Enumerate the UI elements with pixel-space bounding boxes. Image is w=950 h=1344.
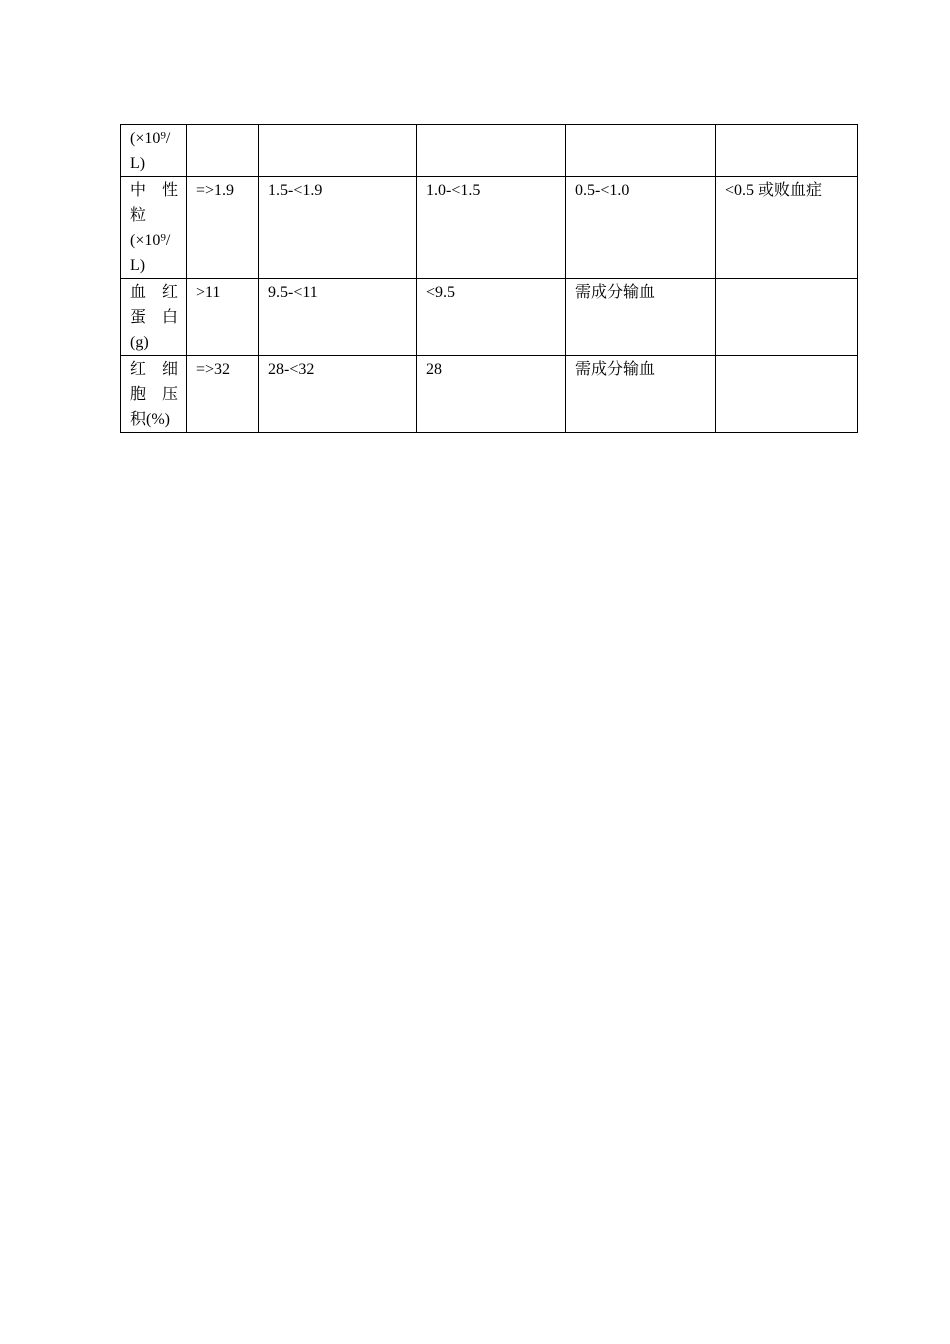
row-label-line: 血 红 — [130, 284, 179, 301]
row-label-cell — [121, 177, 187, 279]
table-cell: 28-<32 — [259, 356, 417, 433]
table-cell: 9.5-<11 — [259, 279, 417, 356]
table-row — [121, 177, 858, 279]
table-cell — [716, 356, 858, 433]
table-cell: >11 — [187, 279, 259, 356]
table-cell: 1.0-<1.5 — [417, 177, 566, 279]
table-row — [121, 356, 858, 433]
row-label-line: 胞 压 — [130, 386, 179, 403]
table-cell — [716, 125, 858, 177]
table-cell: =>32 — [187, 356, 259, 433]
table-row — [121, 125, 858, 177]
table-cell: 0.5-<1.0 — [566, 177, 716, 279]
row-label-line: (×10⁹/ — [130, 130, 171, 147]
table-cell: 28 — [417, 356, 566, 433]
table-cell — [259, 125, 417, 177]
table-row — [121, 279, 858, 356]
row-label-line: 积(%) — [130, 411, 170, 428]
table-cell — [716, 279, 858, 356]
table-cell: 需成分输血 — [566, 356, 716, 433]
table-cell — [417, 125, 566, 177]
row-label-line: 中 性 — [130, 182, 179, 199]
table-cell: 需成分输血 — [566, 279, 716, 356]
row-label-cell — [121, 356, 187, 433]
table-cell: =>1.9 — [187, 177, 259, 279]
row-label-line: L) — [130, 257, 146, 274]
hematology-grading-table — [120, 124, 858, 433]
row-label-line: (g) — [130, 334, 149, 351]
table-cell — [566, 125, 716, 177]
table-cell: 1.5-<1.9 — [259, 177, 417, 279]
table-cell: <9.5 — [417, 279, 566, 356]
row-label-cell — [121, 279, 187, 356]
row-label-line: L) — [130, 155, 146, 172]
row-label-line: 蛋 白 — [130, 309, 179, 326]
table-cell — [187, 125, 259, 177]
row-label-line: 红 细 — [130, 361, 179, 378]
row-label-cell — [121, 125, 187, 177]
row-label-line: 粒 — [130, 207, 147, 224]
row-label-line: (×10⁹/ — [130, 232, 171, 249]
table-cell: <0.5 或败血症 — [716, 177, 858, 279]
